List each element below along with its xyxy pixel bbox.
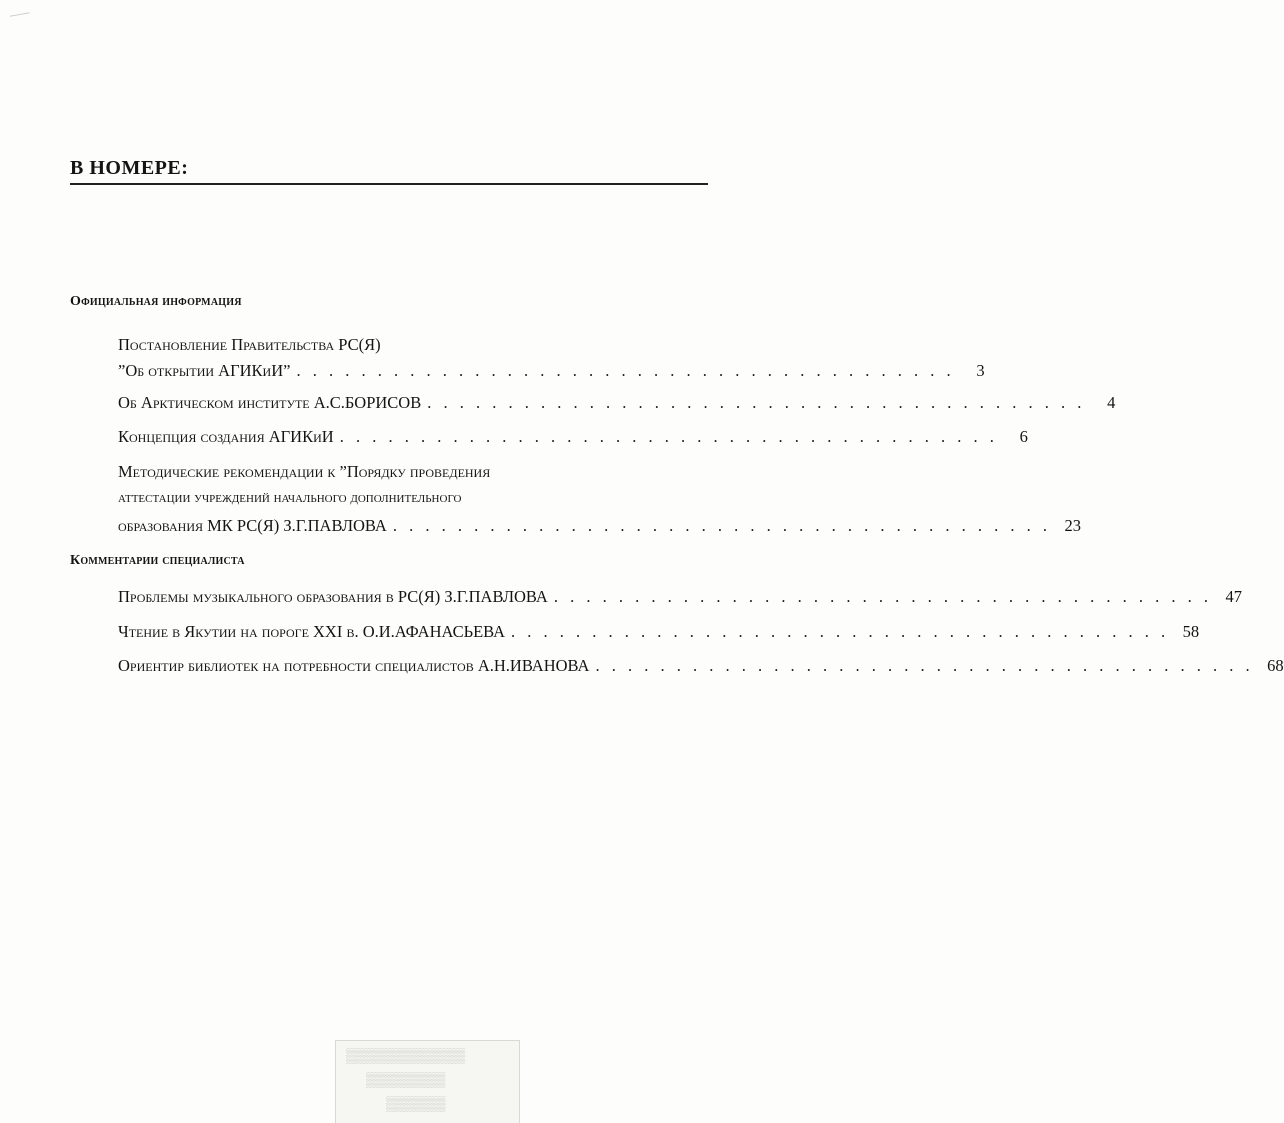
- toc-page-number: 4: [1107, 393, 1116, 412]
- leader-dots: . . . . . . . . . . . . . . . . . . . . . . . . . . . . . . . . . . . . . . . . .: [339, 427, 998, 446]
- toc-entry[interactable]: [118, 424, 1028, 450]
- toc-entry-line: Постановление Правительства РС(Я): [118, 335, 381, 354]
- library-stamp: [335, 1040, 520, 1123]
- leader-dots: . . . . . . . . . . . . . . . . . . . . . . . . . . . . . . . . . . . . . . . . .: [296, 361, 955, 380]
- stamp-line: ▒▒▒▒▒▒▒▒▒▒▒▒: [346, 1049, 466, 1064]
- toc-entry-title: Проблемы музыкального образования в РС(Я) З.Г.ПАВЛОВА: [118, 587, 548, 606]
- toc-page-number: 3: [976, 361, 985, 380]
- toc-entry-title: Концепция создания АГИКиИ: [118, 427, 334, 446]
- toc-entry[interactable]: [118, 619, 1200, 645]
- toc-entry[interactable]: [118, 332, 985, 384]
- toc-entry[interactable]: [118, 458, 1081, 539]
- leader-dots: . . . . . . . . . . . . . . . . . . . . . . . . . . . . . . . . . . . . . . . . .: [392, 516, 1051, 535]
- section-title-commentary: Комментарии специалиста: [70, 553, 245, 568]
- stamp-line: ▒▒▒▒▒▒▒▒: [366, 1073, 446, 1088]
- toc-entry-title: образования МК РС(Я) З.Г.ПАВЛОВА: [118, 516, 387, 535]
- toc-entry-line: Методические рекомендации к ”Порядку проведения: [118, 462, 491, 481]
- toc-entry-line: аттестации учреждений начального дополнительного: [118, 490, 462, 506]
- page-title: В НОМЕРЕ:: [70, 157, 189, 179]
- toc-entry[interactable]: [118, 653, 1284, 679]
- toc-page-number: 58: [1182, 622, 1200, 641]
- toc-entry-title: ”Об открытии АГИКиИ”: [118, 361, 291, 380]
- toc-page-number: 68: [1267, 656, 1284, 675]
- leader-dots: . . . . . . . . . . . . . . . . . . . . . . . . . . . . . . . . . . . . . . . . .: [595, 656, 1254, 675]
- leader-dots: . . . . . . . . . . . . . . . . . . . . . . . . . . . . . . . . . . . . . . . . .: [427, 393, 1086, 412]
- leader-dots: . . . . . . . . . . . . . . . . . . . . . . . . . . . . . . . . . . . . . . . . .: [553, 587, 1212, 606]
- toc-entry-title: Чтение в Якутии на пороге XXI в. О.И.АФАНАСЬЕВА: [118, 622, 506, 641]
- toc-page-number: 23: [1064, 516, 1081, 535]
- section-title-official: Официальная информация: [70, 294, 242, 309]
- leader-dots: . . . . . . . . . . . . . . . . . . . . . . . . . . . . . . . . . . . . . . . . .: [511, 622, 1170, 641]
- toc-entry[interactable]: [118, 584, 1242, 610]
- toc-entry[interactable]: [118, 390, 1116, 416]
- toc-page-number: 6: [1019, 427, 1028, 446]
- toc-page-number: 47: [1225, 587, 1242, 606]
- stamp-line: ▒▒▒▒▒▒: [386, 1097, 446, 1112]
- toc-entry-title: Ориентир библиотек на потребности специалистов А.Н.ИВАНОВА: [118, 656, 590, 675]
- title-rule: [70, 183, 708, 185]
- toc-entry-title: Об Арктическом институте А.С.БОРИСОВ: [118, 393, 422, 412]
- corner-mark: [10, 12, 30, 18]
